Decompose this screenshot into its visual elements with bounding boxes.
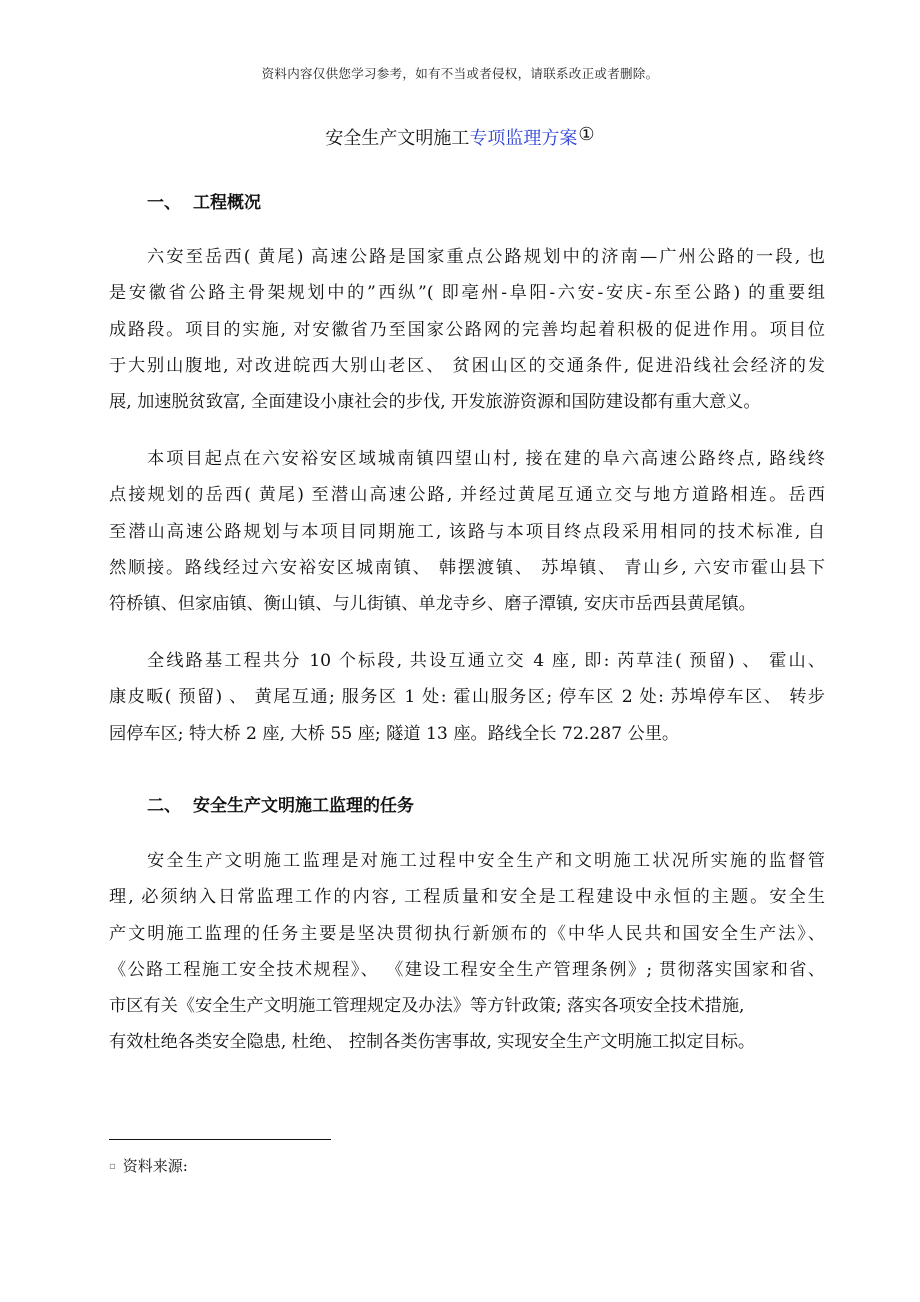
paragraph-line: 然顺接。路线经过六安裕安区城南镇、 韩摆渡镇、 苏埠镇、 青山乡, 六安市霍山县下 — [109, 557, 825, 578]
header-disclaimer: 资料内容仅供您学习参考，如有不当或者侵权，请联系改正或者删除。 — [261, 66, 659, 81]
section-2-number: 二、 — [147, 796, 181, 816]
paragraph-line: 点接规划的岳西( 黄尾) 至潜山高速公路, 并经过黄尾互通立交与地方道路相连。岳西 — [109, 485, 825, 506]
footnote — [109, 1155, 188, 1176]
paragraph-line: 本项目起点在六安裕安区域城南镇四望山村, 接在建的阜六高速公路终点, 路线终 — [147, 449, 825, 469]
section-2-heading — [147, 791, 414, 816]
section-2-paragraph-1 — [109, 843, 825, 1061]
paragraph-line: 产文明施工监理的任务主要是坚决贯彻执行新颁布的《中华人民共和国安全生产法》、 — [109, 923, 825, 944]
paragraph-line: 展, 加速脱贫致富, 全面建设小康社会的步伐, 开发旅游资源和国防建设都有重大意义。 — [109, 392, 761, 413]
footnote-text: 资料来源: — [122, 1157, 188, 1175]
title-link[interactable]: 专项监理方案 — [469, 128, 578, 149]
footnote-marker: ▫ — [109, 1161, 116, 1172]
title-main: 安全生产文明施工 — [325, 128, 470, 149]
paragraph-line: 园停车区; 特大桥 2 座, 大桥 55 座; 隧道 13 座。路线全长 72.287 公里。 — [109, 723, 680, 744]
section-1-paragraph-3 — [109, 643, 825, 752]
paragraph-line: 安全生产文明施工监理是对施工过程中安全生产和文明施工状况所实施的监督管 — [147, 851, 825, 871]
paragraph-line: 至潜山高速公路规划与本项目同期施工, 该路与本项目终点段采用相同的技术标准, 自 — [109, 521, 825, 542]
paragraph-line: 六安至岳西( 黄尾) 高速公路是国家重点公路规划中的济南—广州公路的一段, 也 — [147, 247, 825, 267]
section-1-heading — [147, 188, 261, 213]
paragraph-line: 符桥镇、但家庙镇、衡山镇、与儿街镇、单龙寺乡、磨子潭镇, 安庆市岳西县黄尾镇。 — [109, 594, 756, 615]
paragraph-line: 理, 必须纳入日常监理工作的内容, 工程质量和安全是工程建设中永恒的主题。安全生 — [109, 887, 825, 908]
section-1-paragraph-2 — [109, 441, 825, 622]
section-1-title: 工程概况 — [193, 193, 261, 213]
section-1-number: 一、 — [147, 193, 181, 213]
paragraph-line: 成路段。项目的实施, 对安徽省乃至国家公路网的完善均起着积极的促进作用。项目位 — [109, 319, 825, 340]
footnote-reference[interactable]: ① — [578, 124, 595, 145]
section-2-title: 安全生产文明施工监理的任务 — [193, 796, 414, 816]
document-title — [0, 124, 920, 150]
paragraph-line: 市区有关《安全生产文明施工管理规定及办法》等方针政策; 落实各项安全技术措施, — [109, 996, 745, 1017]
paragraph-line: 全线路基工程共分 10 个标段, 共设互通立交 4 座, 即: 芮草洼( 预留) 、 霍山、 — [147, 651, 825, 671]
paragraph-line: 康皮畈( 预留) 、 黄尾互通; 服务区 1 处: 霍山服务区; 停车区 2 处: 苏埠停车区、 转步 — [109, 687, 825, 708]
paragraph-line: 是安徽省公路主骨架规划中的”西纵”( 即亳州-阜阳-六安-安庆-东至公路) 的重要组 — [109, 283, 825, 304]
paragraph-line: 于大别山腹地, 对改进皖西大别山老区、 贫困山区的交通条件, 促进沿线社会经济的发 — [109, 355, 825, 376]
paragraph-line: 有效杜绝各类安全隐患, 杜绝、 控制各类伤害事故, 实现安全生产文明施工拟定目标。 — [109, 1032, 756, 1053]
footnote-separator — [109, 1139, 331, 1140]
section-1-paragraph-1 — [109, 239, 825, 420]
paragraph-line: 《公路工程施工安全技术规程》、 《建设工程安全生产管理条例》; 贯彻落实国家和省、 — [109, 959, 825, 980]
